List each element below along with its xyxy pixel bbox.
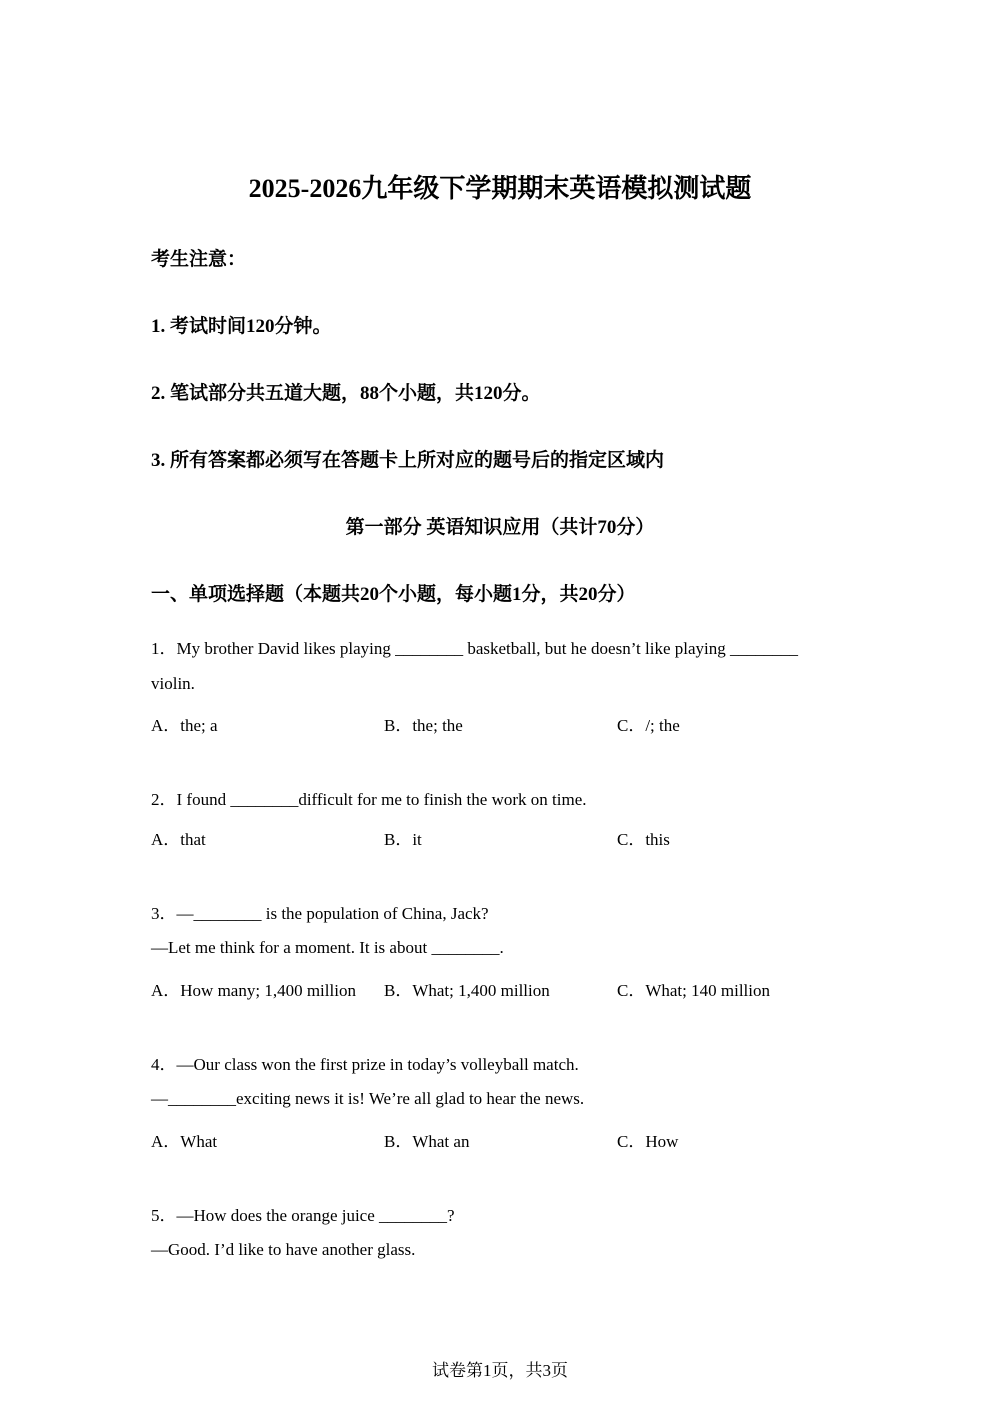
question-2-option-a: A．that: [151, 830, 206, 849]
question-3-line-2: —Let me think for a moment. It is about ________.: [151, 938, 504, 957]
question-4-option-b: B．What an: [384, 1132, 470, 1151]
question-4-option-a: A．What: [151, 1132, 218, 1151]
question-4-option-c: C．How: [617, 1132, 679, 1151]
question-3-option-a: A．How many; 1,400 million: [151, 981, 356, 1000]
question-4-line-1: 4．—Our class won the first prize in today’s volleyball match.: [151, 1055, 579, 1074]
question-3-line-1: 3．—________ is the population of China, Jack?: [151, 904, 489, 923]
notice-item: 3. 所有答案都必须写在答题卡上所对应的题号后的指定区域内: [151, 450, 665, 471]
question-2-option-c: C．this: [617, 830, 670, 849]
question-1-line-2: violin.: [151, 674, 195, 693]
exam-title: 2025-2026九年级下学期期末英语模拟测试题: [248, 174, 752, 203]
section-title: 一、单项选择题（本题共20个小题，每小题1分，共20分）: [151, 584, 636, 605]
question-4-line-2: —________exciting news it is! We’re all glad to hear the news.: [151, 1089, 585, 1108]
notice-item: 2. 笔试部分共五道大题，88个小题，共120分。: [151, 383, 541, 404]
question-5-line-2: —Good. I’d like to have another glass.: [151, 1240, 416, 1259]
question-3-option-b: B．What; 1,400 million: [384, 981, 550, 1000]
question-1-option-b: B．the; the: [384, 716, 463, 735]
question-2-line-1: 2．I found ________difficult for me to finish the work on time.: [151, 790, 587, 809]
notice-heading: 考生注意：: [151, 249, 247, 270]
question-1-option-a: A．the; a: [151, 716, 218, 735]
notice-item: 1. 考试时间120分钟。: [151, 316, 332, 337]
question-1-line-1: 1．My brother David likes playing ________ basketball, but he doesn’t like playing ________: [151, 639, 799, 658]
question-3-option-c: C．What; 140 million: [617, 981, 770, 1000]
page-footer: 试卷第1页，共3页: [432, 1361, 568, 1380]
question-2-option-b: B．it: [384, 830, 422, 849]
question-5-line-1: 5．—How does the orange juice ________?: [151, 1206, 455, 1225]
part-title: 第一部分 英语知识应用（共计70分）: [345, 517, 655, 538]
question-1-option-c: C．/; the: [617, 716, 680, 735]
